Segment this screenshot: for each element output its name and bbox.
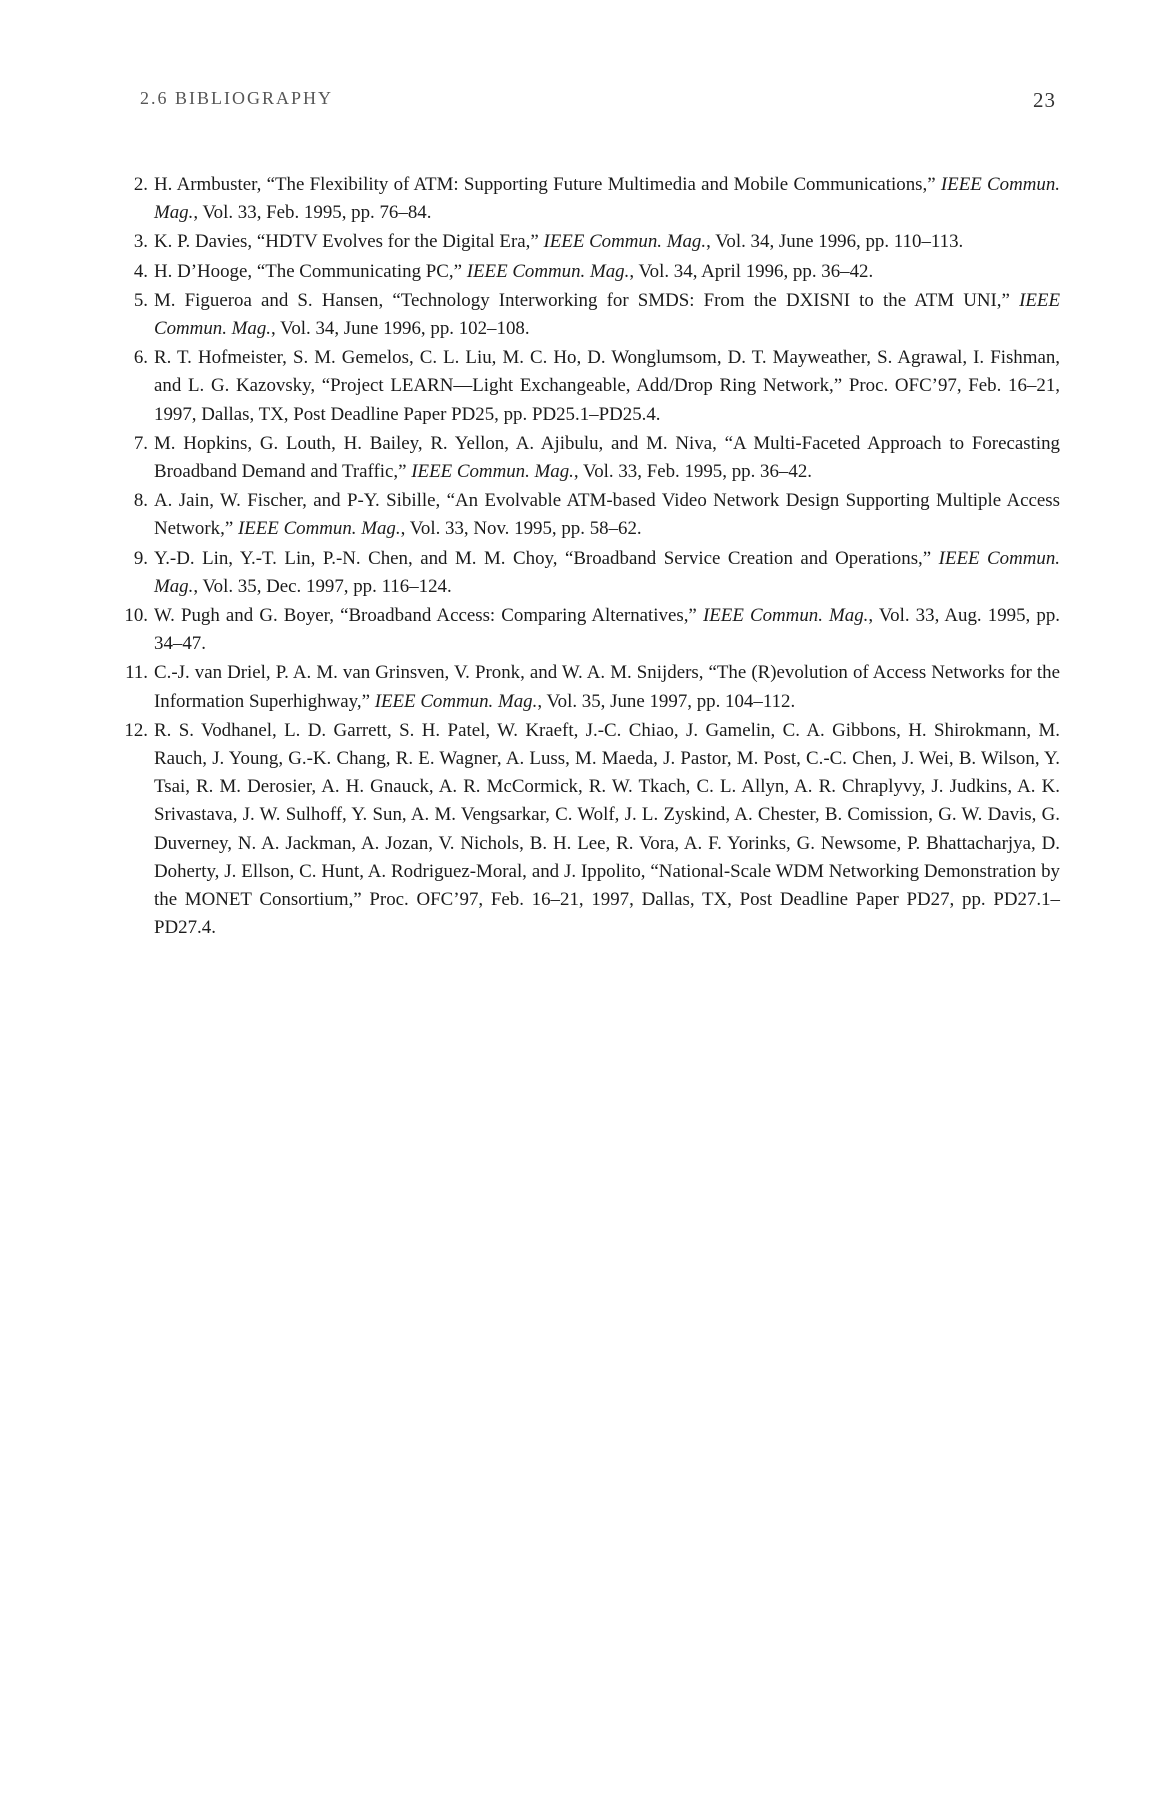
journal-title: IEEE Commun. Mag. <box>466 260 630 282</box>
reference-item <box>128 258 1060 286</box>
reference-item <box>128 430 1060 486</box>
journal-title: IEEE Commun. Mag. <box>411 461 574 483</box>
reference-text: M. Hopkins, G. Louth, H. Bailey, R. Yellon, A. Ajibulu, and M. Niva, “A Multi-Faceted Approach to Forecasting Broadband Demand and Traffic,” IEEE Commun. Mag., Vol. 33, Feb. 1995, pp. 36–42. <box>154 432 1060 483</box>
reference-text: Y.-D. Lin, Y.-T. Lin, P.-N. Chen, and M. M. Choy, “Broadband Service Creation and Operations,” IEEE Commun. Mag., Vol. 35, Dec. 1997, pp. 116–124. <box>154 547 1061 597</box>
reference-number: 6. <box>133 347 148 369</box>
reference-number: 12. <box>124 719 148 741</box>
journal-title: IEEE Commun. Mag. <box>237 518 401 540</box>
reference-item <box>128 171 1060 227</box>
reference-text: R. T. Hofmeister, S. M. Gemelos, C. L. Liu, M. C. Ho, D. Wonglumsom, D. T. Mayweather, S. Agrawal, I. Fishman, and L. G. Kazovsky, “Project LEARN—Light Exchangeable, Add/Drop Ring Network,” Proc. OFC’97, Feb. 16–21, 1997, Dallas, TX, Post Deadline Paper PD25, pp. PD25.1–PD25.4. <box>154 347 1060 425</box>
reference-text: R. S. Vodhanel, L. D. Garrett, S. H. Patel, W. Kraeft, J.-C. Chiao, J. Gamelin, C. A. Gibbons, H. Shirokmann, M. Rauch, J. Young, G.-K. Chang, R. E. Wagner, A. Luss, M. Maeda, J. Pastor, M. Post, C.-C. Chen, J. Wei, B. Wilson, Y. Tsai, R. M. Derosier, A. H. Gnauck, A. R. McCormick, R. W. Tkach, C. L. Allyn, A. R. Chraplyvy, J. Judkins, A. K. Srivastava, J. W. Sulhoff, Y. Sun, A. M. Vengsarkar, C. Wolf, J. L. Zyskind, A. Chester, B. Comission, G. W. Davis, G. Duverney, N. A. Jackman, A. Jozan, V. Nichols, B. H. Lee, R. Vora, A. F. Yorinks, G. Newsome, P. Bhattacharjya, D. Doherty, J. Ellson, C. Hunt, A. Rodriguez-Moral, and J. Ippolito, “National-Scale WDM Networking Demonstration by the MONET Consortium,” Proc. OFC’97, Feb. 16–21, 1997, Dallas, TX, Post Deadline Paper PD27, pp. PD27.1–PD27.4. <box>154 719 1060 939</box>
reference-item <box>128 344 1060 429</box>
reference-item <box>124 602 1061 658</box>
reference-text: A. Jain, W. Fischer, and P-Y. Sibille, “An Evolvable ATM-based Video Network Design Supporting Multiple Access Network,” IEEE Commun. Mag., Vol. 33, Nov. 1995, pp. 58–62. <box>154 490 1060 540</box>
reference-text: C.-J. van Driel, P. A. M. van Grinsven, V. Pronk, and W. A. M. Snijders, “The (R)evolution of Access Networks for the Information Superhighway,” IEEE Commun. Mag., Vol. 35, June 1997, pp. 104–112. <box>154 662 1060 712</box>
reference-item <box>128 487 1060 543</box>
reference-number: 9. <box>133 547 148 569</box>
reference-text: W. Pugh and G. Boyer, “Broadband Access: Comparing Alternatives,” IEEE Commun. Mag., Vol. 33, Aug. 1995, pp. 34–47. <box>154 605 1061 655</box>
reference-number: 8. <box>133 490 148 512</box>
section-title: 2.6 BIBLIOGRAPHY <box>140 88 334 108</box>
journal-title: IEEE Commun. Mag. <box>543 231 707 253</box>
reference-number: 10. <box>124 605 148 627</box>
reference-item <box>128 545 1060 601</box>
reference-text: H. D’Hooge, “The Communicating PC,” IEEE Commun. Mag., Vol. 34, April 1996, pp. 36–42. <box>154 260 874 282</box>
reference-number: 2. <box>133 174 148 195</box>
reference-item <box>128 287 1060 343</box>
page-number: 23 <box>1033 88 1056 112</box>
bibliography-list <box>124 171 1061 943</box>
reference-text: M. Figueroa and S. Hansen, “Technology Interworking for SMDS: From the DXISNI to the ATM UNI,” IEEE Commun. Mag., Vol. 34, June 1996, pp. 102–108. <box>154 289 1060 340</box>
reference-item <box>124 717 1060 943</box>
reference-number: 7. <box>133 432 148 454</box>
reference-item <box>128 228 1060 256</box>
journal-title: IEEE Commun. Mag. <box>154 174 1060 224</box>
running-head <box>140 88 1056 118</box>
journal-title: IEEE Commun. Mag. <box>154 547 1061 597</box>
reference-number: 4. <box>133 260 148 282</box>
journal-title: IEEE Commun. Mag. <box>154 289 1060 340</box>
journal-title: IEEE Commun. Mag. <box>702 605 869 627</box>
reference-text: K. P. Davies, “HDTV Evolves for the Digital Era,” IEEE Commun. Mag., Vol. 34, June 1996, pp. 110–113. <box>154 231 964 253</box>
reference-number: 3. <box>133 231 148 253</box>
reference-item <box>125 659 1060 715</box>
reference-text: H. Armbuster, “The Flexibility of ATM: Supporting Future Multimedia and Mobile Communications,” IEEE Commun. Mag., Vol. 33, Feb. 1995, pp. 76–84. <box>154 174 1060 224</box>
reference-number: 5. <box>133 289 148 311</box>
journal-title: IEEE Commun. Mag. <box>374 690 538 712</box>
reference-number: 11. <box>125 662 148 684</box>
